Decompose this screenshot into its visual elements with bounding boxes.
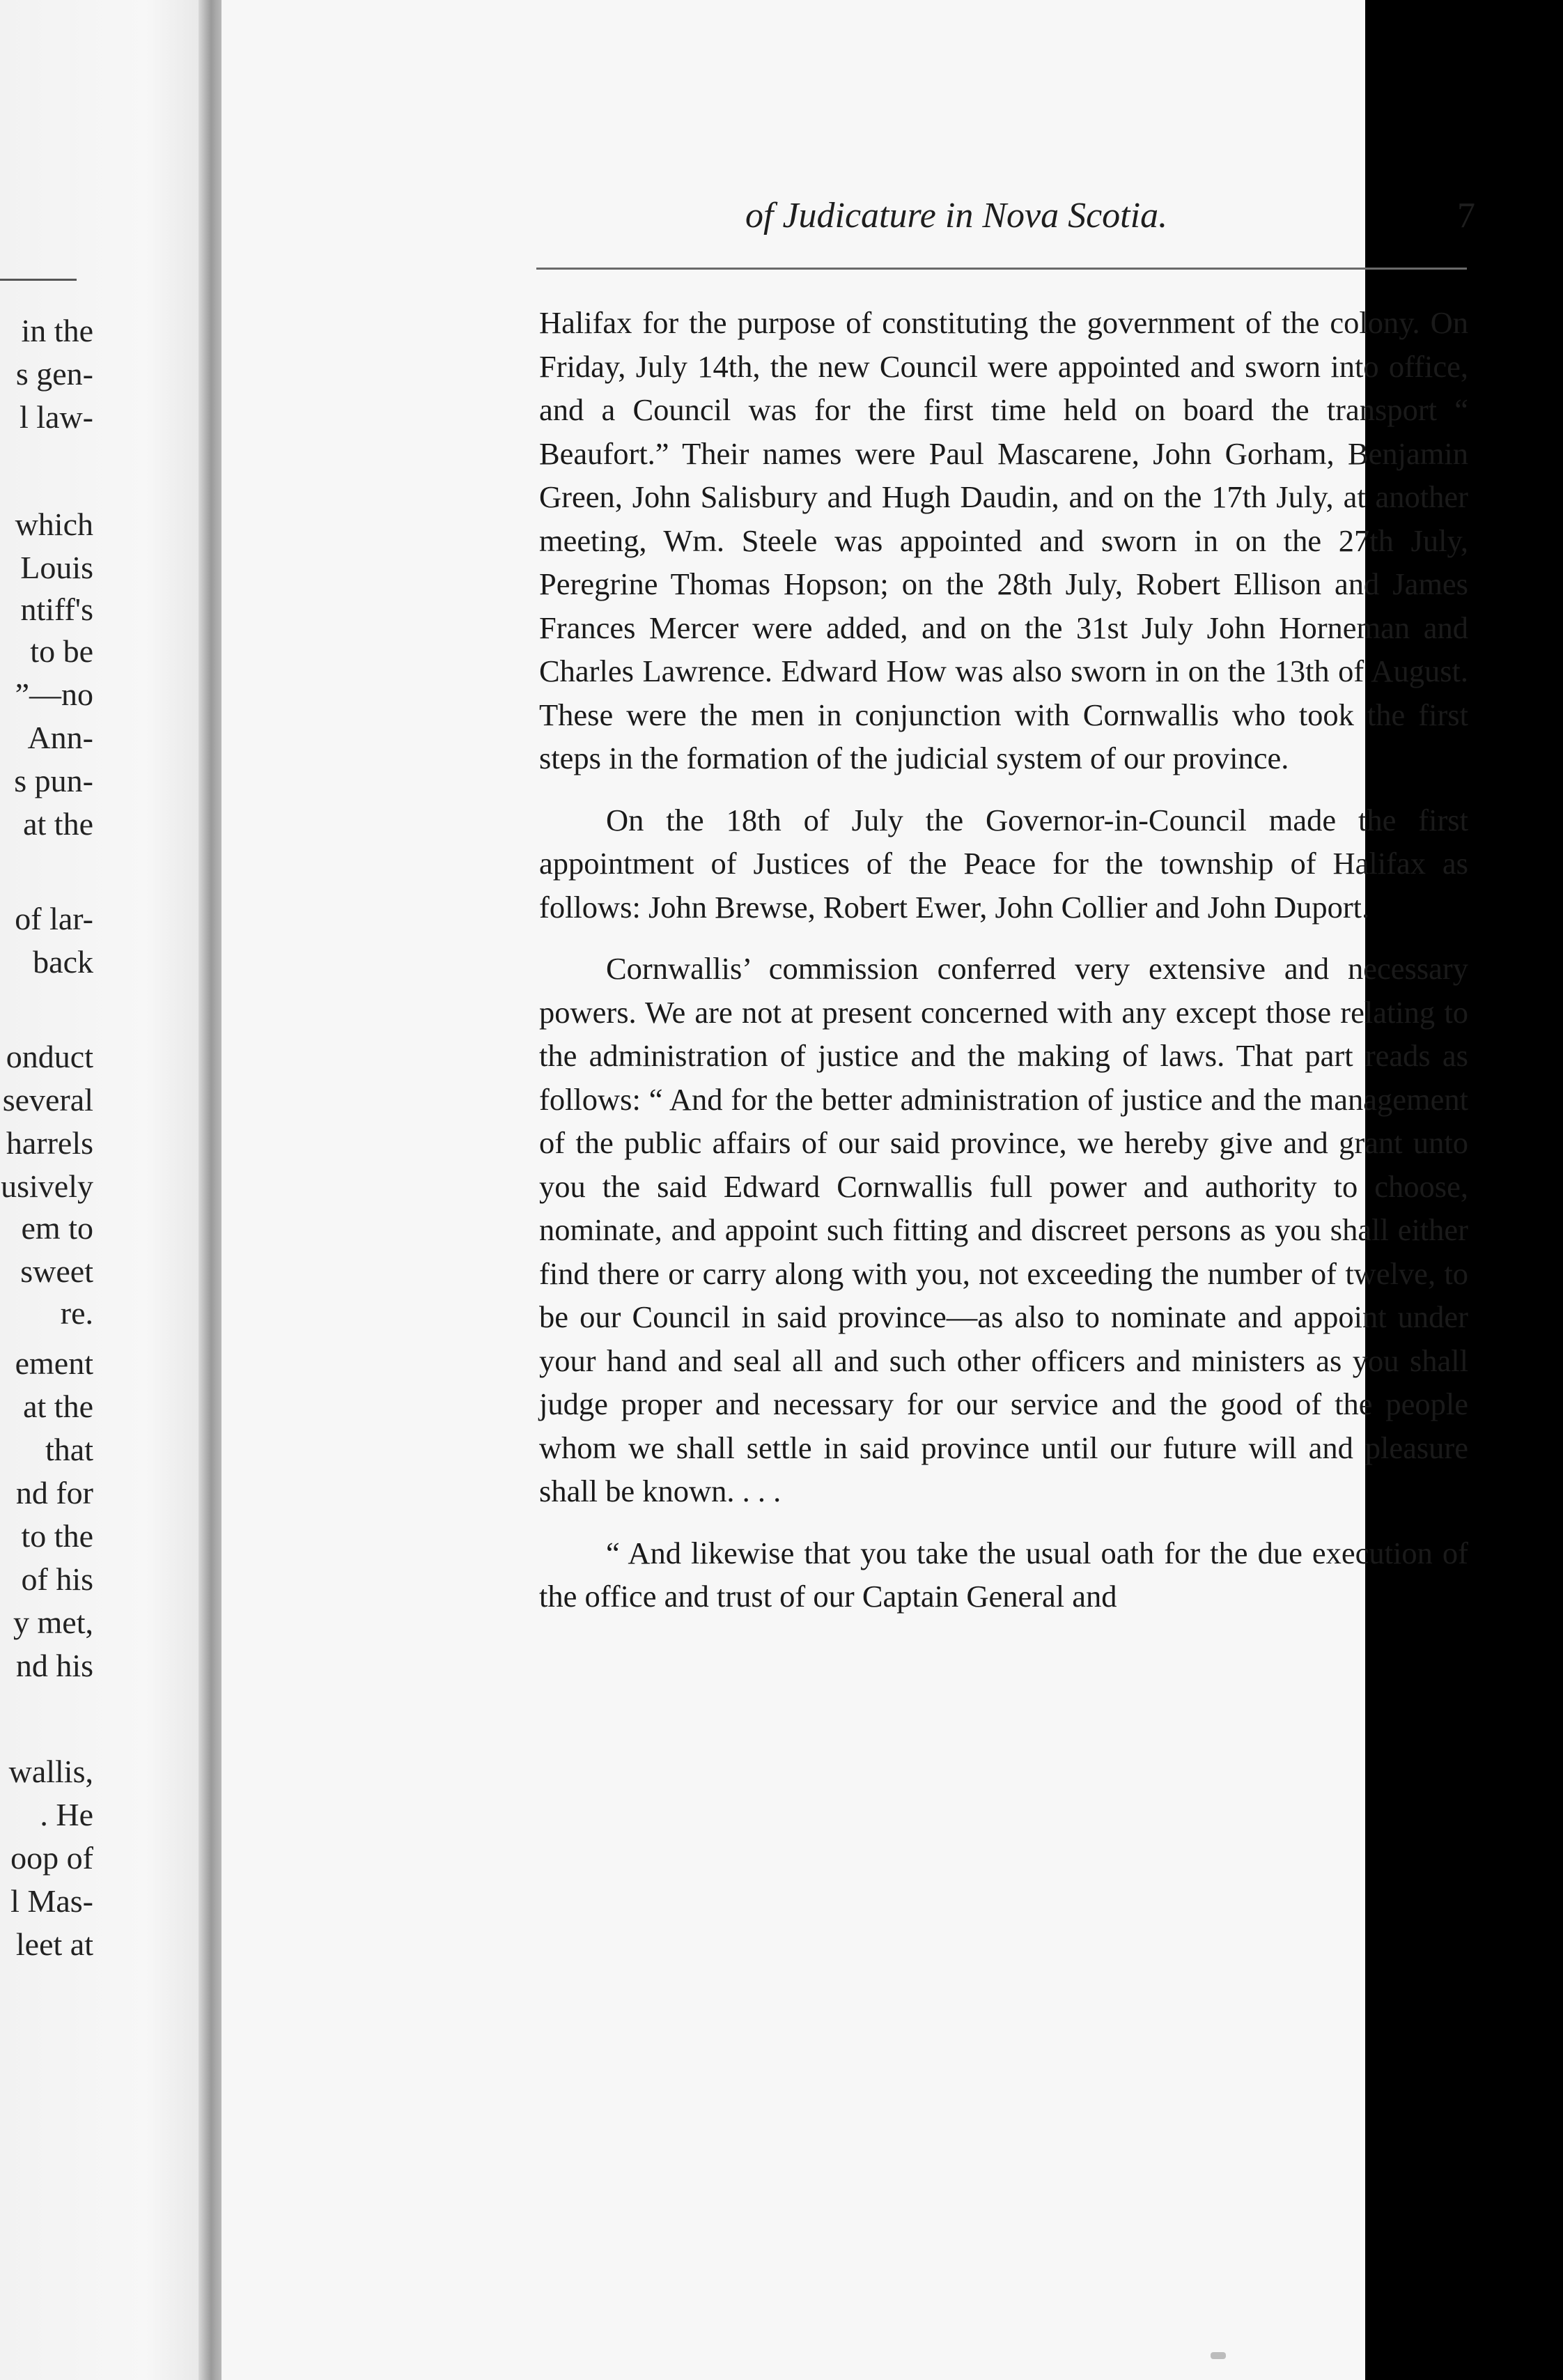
header-rule xyxy=(536,268,1467,270)
paragraph-commission-powers: Cornwallis’ commission conferred very extensive and necessary powers. We are not at present concerned with any except those relating to the administration of justice and the making of laws. That part reads as follows: “ And for the better administration of justice and the management of the public affairs of our said province, we hereby give and grant unto you the said Edward Cornwallis full power and authority to choose, nominate, and appoint such fitting and discreet persons as you shall either find there or carry along with you, not exceeding the number of twelve, to be our Council in said province—as also to nominate and appoint under your hand and seal all and such other officers and ministers as you shall judge proper and necessary for our service and the good of the people whom we shall settle in said province until our future will and pleasure shall be known. . . . xyxy=(539,951,1468,1508)
previous-page-line: to the xyxy=(21,1518,93,1554)
previous-page-line: re. xyxy=(60,1295,93,1331)
paragraph-justices-of-the-peace: On the 18th of July the Governor-in-Council made the first appointment of Justices of the Peace for the township of Halifax as follows: John Brewse, Robert Ewer, John Collier and John Duport. xyxy=(539,802,1468,925)
previous-page-line: wallis, xyxy=(8,1754,93,1789)
previous-page-line: . He xyxy=(40,1797,93,1832)
previous-page-line: onduct xyxy=(6,1039,93,1074)
previous-page-line: back xyxy=(33,944,93,980)
previous-page-line: of lar- xyxy=(15,901,93,936)
previous-page-line: ntiff's xyxy=(20,592,93,627)
previous-page-line: oop of xyxy=(10,1840,93,1876)
previous-page-line: l Mas- xyxy=(10,1883,93,1919)
previous-page-edge xyxy=(0,0,209,2380)
running-title: of Judicature in Nova Scotia. xyxy=(745,196,1168,235)
paragraph-council-appointments: Halifax for the purpose of constituting the government of the colony. On Friday, July 14th, the new Council were appointed and sworn into office, and a Council was for the first time held on board the transport “ Beaufort.” Their names were Paul Mascarene, John Gorham, Benjamin Green, John Salisbury and Hugh Daudin, and on the 17th July, at another meeting, Wm. Steele was appointed and sworn in on the 27th July, Peregrine Thomas Hopson; on the 28th July, Robert Ellison and James Frances Mercer were added, and on the 31st July John Horneman and Charles Lawrence. Edward How was also sworn in on the 13th of August. These were the men in conjunction with Cornwallis who took the first steps in the formation of the judicial system of our province. xyxy=(539,305,1468,775)
previous-page-line: usively xyxy=(1,1168,93,1204)
previous-page-line: s pun- xyxy=(14,763,93,798)
previous-page-line: Louis xyxy=(20,550,93,585)
previous-page-line: y met, xyxy=(13,1605,93,1640)
previous-page-line: nd for xyxy=(15,1475,93,1510)
previous-page-line: Ann- xyxy=(27,720,93,755)
body-text xyxy=(539,301,1468,1618)
previous-page-line: l law- xyxy=(19,399,93,435)
book-page xyxy=(221,0,1475,2380)
previous-page-header-rule xyxy=(0,279,77,281)
previous-page-line: s gen- xyxy=(15,356,93,392)
previous-page-line: several xyxy=(2,1082,93,1118)
previous-page-line: which xyxy=(15,507,93,542)
previous-page-line: in the xyxy=(21,313,93,348)
previous-page-line: that xyxy=(45,1432,93,1467)
previous-page-line: harrels xyxy=(6,1125,93,1161)
page-number: 7 xyxy=(1457,196,1475,235)
previous-page-line: em to xyxy=(21,1210,93,1246)
previous-page-line: at the xyxy=(23,806,93,842)
previous-page-line: sweet xyxy=(20,1253,93,1289)
previous-page-line: ement xyxy=(15,1345,93,1381)
page-speck xyxy=(1211,2352,1226,2359)
paragraph-oath: “ And likewise that you take the usual oath for the due execution of the office and trust of our Captain General and xyxy=(539,1535,1468,1614)
previous-page-line: leet at xyxy=(15,1926,93,1962)
previous-page-line: to be xyxy=(30,633,93,669)
previous-page-line: ”—no xyxy=(15,677,93,712)
previous-page-line: nd his xyxy=(15,1648,93,1683)
page-header xyxy=(514,195,1475,244)
previous-page-line: at the xyxy=(23,1389,93,1424)
previous-page-line: of his xyxy=(21,1561,93,1597)
